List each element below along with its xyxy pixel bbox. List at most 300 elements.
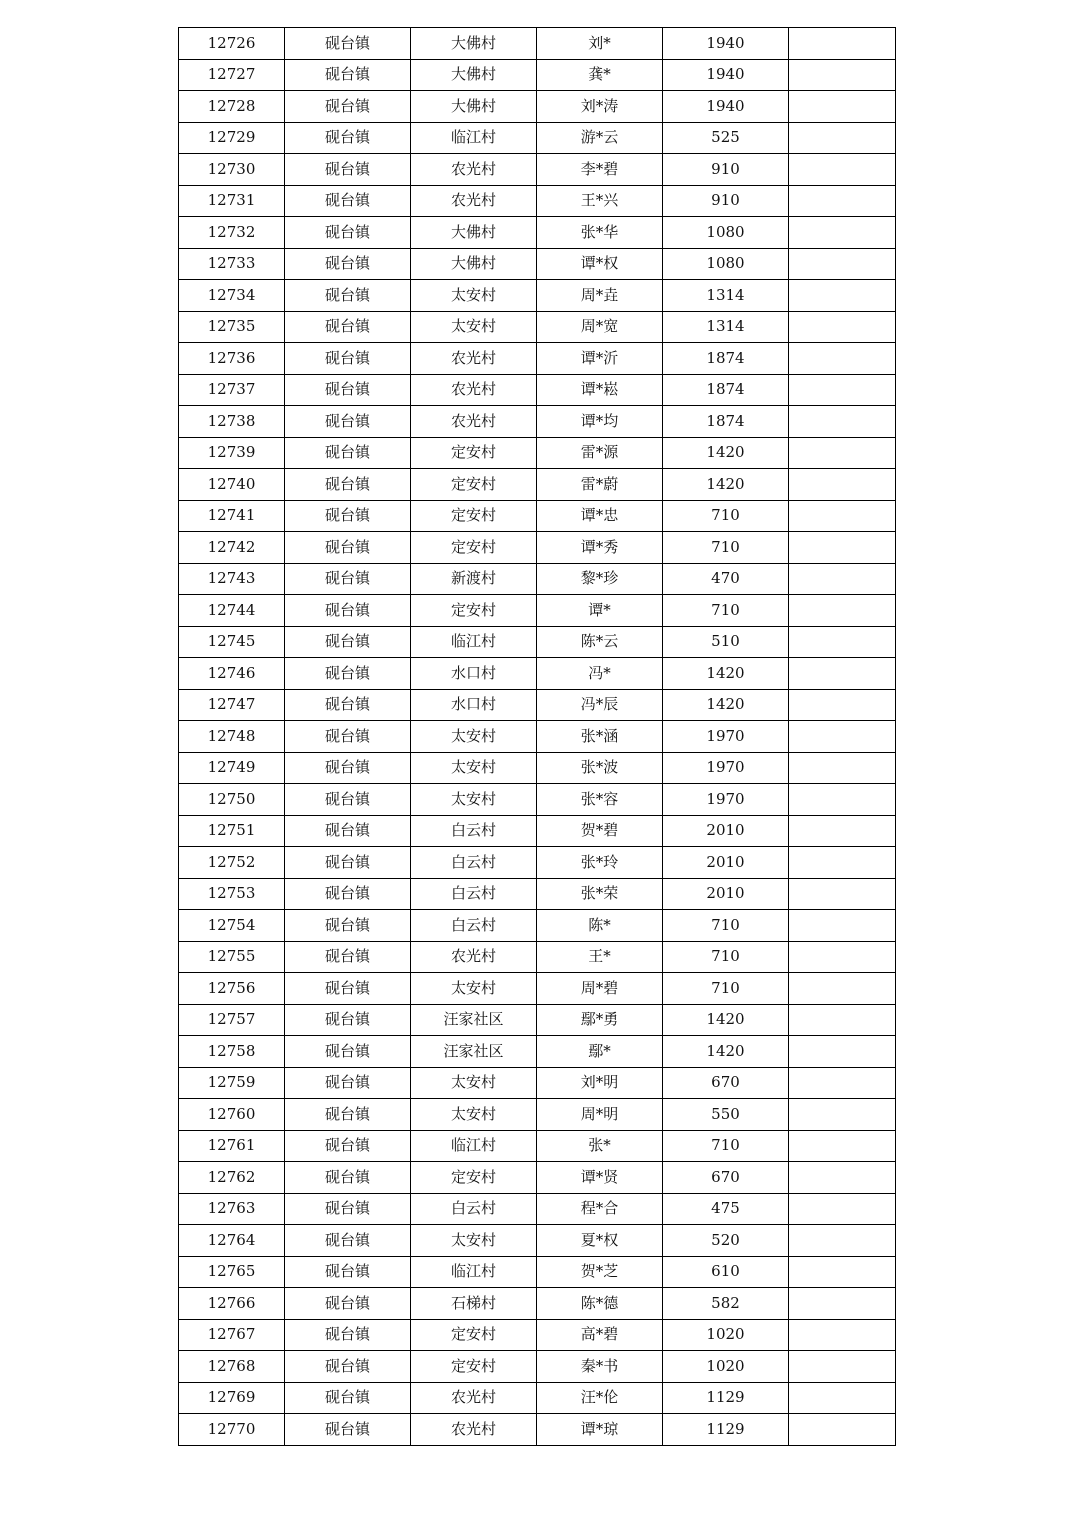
name-cell: 张* bbox=[537, 1130, 663, 1162]
note-cell bbox=[789, 1067, 896, 1099]
record-id-cell: 12747 bbox=[179, 689, 285, 721]
town-cell: 砚台镇 bbox=[285, 1351, 411, 1383]
amount-cell: 1420 bbox=[663, 1036, 789, 1068]
record-id-cell: 12770 bbox=[179, 1414, 285, 1446]
note-cell bbox=[789, 1130, 896, 1162]
amount-cell: 510 bbox=[663, 626, 789, 658]
note-cell bbox=[789, 689, 896, 721]
village-cell: 白云村 bbox=[411, 910, 537, 942]
record-id-cell: 12741 bbox=[179, 500, 285, 532]
amount-cell: 910 bbox=[663, 154, 789, 186]
amount-cell: 710 bbox=[663, 532, 789, 564]
town-cell: 砚台镇 bbox=[285, 721, 411, 753]
amount-cell: 1940 bbox=[663, 59, 789, 91]
name-cell: 谭*秀 bbox=[537, 532, 663, 564]
name-cell: 谭* bbox=[537, 595, 663, 627]
record-id-cell: 12745 bbox=[179, 626, 285, 658]
amount-cell: 710 bbox=[663, 595, 789, 627]
table-row bbox=[179, 1099, 896, 1131]
record-id-cell: 12732 bbox=[179, 217, 285, 249]
town-cell: 砚台镇 bbox=[285, 1004, 411, 1036]
name-cell: 冯* bbox=[537, 658, 663, 690]
amount-cell: 610 bbox=[663, 1256, 789, 1288]
record-id-cell: 12761 bbox=[179, 1130, 285, 1162]
record-id-cell: 12751 bbox=[179, 815, 285, 847]
table-row bbox=[179, 217, 896, 249]
records-sheet bbox=[178, 27, 895, 1446]
table-row bbox=[179, 374, 896, 406]
village-cell: 太安村 bbox=[411, 1225, 537, 1257]
note-cell bbox=[789, 1319, 896, 1351]
table-row bbox=[179, 973, 896, 1005]
note-cell bbox=[789, 122, 896, 154]
amount-cell: 2010 bbox=[663, 847, 789, 879]
note-cell bbox=[789, 1036, 896, 1068]
amount-cell: 1420 bbox=[663, 437, 789, 469]
village-cell: 白云村 bbox=[411, 815, 537, 847]
note-cell bbox=[789, 1099, 896, 1131]
name-cell: 王* bbox=[537, 941, 663, 973]
record-id-cell: 12748 bbox=[179, 721, 285, 753]
table-row bbox=[179, 532, 896, 564]
amount-cell: 1874 bbox=[663, 406, 789, 438]
village-cell: 定安村 bbox=[411, 437, 537, 469]
village-cell: 定安村 bbox=[411, 500, 537, 532]
table-row bbox=[179, 248, 896, 280]
name-cell: 谭*琼 bbox=[537, 1414, 663, 1446]
amount-cell: 710 bbox=[663, 910, 789, 942]
name-cell: 刘* bbox=[537, 28, 663, 60]
name-cell: 程*合 bbox=[537, 1193, 663, 1225]
note-cell bbox=[789, 59, 896, 91]
record-id-cell: 12749 bbox=[179, 752, 285, 784]
town-cell: 砚台镇 bbox=[285, 973, 411, 1005]
amount-cell: 475 bbox=[663, 1193, 789, 1225]
town-cell: 砚台镇 bbox=[285, 626, 411, 658]
village-cell: 太安村 bbox=[411, 1099, 537, 1131]
note-cell bbox=[789, 1193, 896, 1225]
town-cell: 砚台镇 bbox=[285, 1319, 411, 1351]
amount-cell: 710 bbox=[663, 941, 789, 973]
record-id-cell: 12758 bbox=[179, 1036, 285, 1068]
record-id-cell: 12757 bbox=[179, 1004, 285, 1036]
town-cell: 砚台镇 bbox=[285, 406, 411, 438]
table-row bbox=[179, 59, 896, 91]
town-cell: 砚台镇 bbox=[285, 500, 411, 532]
record-id-cell: 12733 bbox=[179, 248, 285, 280]
name-cell: 谭*均 bbox=[537, 406, 663, 438]
town-cell: 砚台镇 bbox=[285, 280, 411, 312]
table-row bbox=[179, 910, 896, 942]
note-cell bbox=[789, 626, 896, 658]
amount-cell: 1970 bbox=[663, 784, 789, 816]
village-cell: 临江村 bbox=[411, 1256, 537, 1288]
amount-cell: 1080 bbox=[663, 248, 789, 280]
table-row bbox=[179, 878, 896, 910]
town-cell: 砚台镇 bbox=[285, 815, 411, 847]
village-cell: 太安村 bbox=[411, 1067, 537, 1099]
town-cell: 砚台镇 bbox=[285, 784, 411, 816]
village-cell: 临江村 bbox=[411, 626, 537, 658]
town-cell: 砚台镇 bbox=[285, 59, 411, 91]
town-cell: 砚台镇 bbox=[285, 563, 411, 595]
amount-cell: 1020 bbox=[663, 1351, 789, 1383]
village-cell: 定安村 bbox=[411, 469, 537, 501]
name-cell: 谭*忠 bbox=[537, 500, 663, 532]
village-cell: 大佛村 bbox=[411, 248, 537, 280]
note-cell bbox=[789, 154, 896, 186]
town-cell: 砚台镇 bbox=[285, 343, 411, 375]
table-row bbox=[179, 154, 896, 186]
village-cell: 定安村 bbox=[411, 595, 537, 627]
note-cell bbox=[789, 815, 896, 847]
record-id-cell: 12762 bbox=[179, 1162, 285, 1194]
amount-cell: 582 bbox=[663, 1288, 789, 1320]
town-cell: 砚台镇 bbox=[285, 1036, 411, 1068]
table-row bbox=[179, 752, 896, 784]
table-row bbox=[179, 1130, 896, 1162]
record-id-cell: 12742 bbox=[179, 532, 285, 564]
note-cell bbox=[789, 248, 896, 280]
village-cell: 农光村 bbox=[411, 406, 537, 438]
amount-cell: 1874 bbox=[663, 343, 789, 375]
table-row bbox=[179, 1382, 896, 1414]
table-row bbox=[179, 1036, 896, 1068]
name-cell: 谭*崧 bbox=[537, 374, 663, 406]
village-cell: 太安村 bbox=[411, 280, 537, 312]
village-cell: 定安村 bbox=[411, 1351, 537, 1383]
table-row bbox=[179, 689, 896, 721]
table-row bbox=[179, 1225, 896, 1257]
name-cell: 张*涵 bbox=[537, 721, 663, 753]
note-cell bbox=[789, 1414, 896, 1446]
note-cell bbox=[789, 847, 896, 879]
table-row bbox=[179, 1288, 896, 1320]
amount-cell: 1970 bbox=[663, 752, 789, 784]
amount-cell: 670 bbox=[663, 1067, 789, 1099]
name-cell: 鄢*勇 bbox=[537, 1004, 663, 1036]
table-row bbox=[179, 1414, 896, 1446]
village-cell: 大佛村 bbox=[411, 91, 537, 123]
note-cell bbox=[789, 878, 896, 910]
town-cell: 砚台镇 bbox=[285, 311, 411, 343]
table-row bbox=[179, 122, 896, 154]
note-cell bbox=[789, 784, 896, 816]
table-row bbox=[179, 185, 896, 217]
record-id-cell: 12744 bbox=[179, 595, 285, 627]
table-row bbox=[179, 1351, 896, 1383]
name-cell: 张*荣 bbox=[537, 878, 663, 910]
town-cell: 砚台镇 bbox=[285, 1382, 411, 1414]
note-cell bbox=[789, 1162, 896, 1194]
village-cell: 农光村 bbox=[411, 1382, 537, 1414]
name-cell: 汪*伦 bbox=[537, 1382, 663, 1414]
record-id-cell: 12753 bbox=[179, 878, 285, 910]
name-cell: 陈*德 bbox=[537, 1288, 663, 1320]
name-cell: 张*波 bbox=[537, 752, 663, 784]
town-cell: 砚台镇 bbox=[285, 1256, 411, 1288]
record-id-cell: 12750 bbox=[179, 784, 285, 816]
name-cell: 李*碧 bbox=[537, 154, 663, 186]
town-cell: 砚台镇 bbox=[285, 1099, 411, 1131]
name-cell: 黎*珍 bbox=[537, 563, 663, 595]
record-id-cell: 12738 bbox=[179, 406, 285, 438]
amount-cell: 2010 bbox=[663, 815, 789, 847]
table-row bbox=[179, 437, 896, 469]
table-row bbox=[179, 343, 896, 375]
amount-cell: 710 bbox=[663, 500, 789, 532]
town-cell: 砚台镇 bbox=[285, 595, 411, 627]
table-row bbox=[179, 1004, 896, 1036]
amount-cell: 1420 bbox=[663, 658, 789, 690]
table-row bbox=[179, 847, 896, 879]
name-cell: 周*宽 bbox=[537, 311, 663, 343]
table-row bbox=[179, 563, 896, 595]
town-cell: 砚台镇 bbox=[285, 217, 411, 249]
name-cell: 刘*明 bbox=[537, 1067, 663, 1099]
village-cell: 水口村 bbox=[411, 658, 537, 690]
table-row bbox=[179, 469, 896, 501]
record-id-cell: 12769 bbox=[179, 1382, 285, 1414]
note-cell bbox=[789, 91, 896, 123]
village-cell: 汪家社区 bbox=[411, 1036, 537, 1068]
table-row bbox=[179, 1193, 896, 1225]
village-cell: 大佛村 bbox=[411, 217, 537, 249]
village-cell: 大佛村 bbox=[411, 28, 537, 60]
record-id-cell: 12728 bbox=[179, 91, 285, 123]
town-cell: 砚台镇 bbox=[285, 28, 411, 60]
town-cell: 砚台镇 bbox=[285, 154, 411, 186]
amount-cell: 710 bbox=[663, 1130, 789, 1162]
name-cell: 周*垚 bbox=[537, 280, 663, 312]
record-id-cell: 12764 bbox=[179, 1225, 285, 1257]
record-id-cell: 12765 bbox=[179, 1256, 285, 1288]
amount-cell: 1874 bbox=[663, 374, 789, 406]
amount-cell: 1970 bbox=[663, 721, 789, 753]
name-cell: 谭*权 bbox=[537, 248, 663, 280]
note-cell bbox=[789, 217, 896, 249]
town-cell: 砚台镇 bbox=[285, 1130, 411, 1162]
name-cell: 张*容 bbox=[537, 784, 663, 816]
village-cell: 石梯村 bbox=[411, 1288, 537, 1320]
table-row bbox=[179, 28, 896, 60]
village-cell: 白云村 bbox=[411, 878, 537, 910]
note-cell bbox=[789, 343, 896, 375]
note-cell bbox=[789, 941, 896, 973]
town-cell: 砚台镇 bbox=[285, 752, 411, 784]
village-cell: 农光村 bbox=[411, 154, 537, 186]
note-cell bbox=[789, 1351, 896, 1383]
table-row bbox=[179, 1067, 896, 1099]
table-row bbox=[179, 500, 896, 532]
name-cell: 张*华 bbox=[537, 217, 663, 249]
town-cell: 砚台镇 bbox=[285, 437, 411, 469]
record-id-cell: 12766 bbox=[179, 1288, 285, 1320]
name-cell: 谭*贤 bbox=[537, 1162, 663, 1194]
note-cell bbox=[789, 532, 896, 564]
village-cell: 定安村 bbox=[411, 532, 537, 564]
table-row bbox=[179, 91, 896, 123]
table-row bbox=[179, 1256, 896, 1288]
record-id-cell: 12755 bbox=[179, 941, 285, 973]
record-id-cell: 12740 bbox=[179, 469, 285, 501]
table-row bbox=[179, 815, 896, 847]
village-cell: 白云村 bbox=[411, 1193, 537, 1225]
note-cell bbox=[789, 1382, 896, 1414]
note-cell bbox=[789, 1288, 896, 1320]
name-cell: 陈*云 bbox=[537, 626, 663, 658]
note-cell bbox=[789, 406, 896, 438]
amount-cell: 1129 bbox=[663, 1382, 789, 1414]
village-cell: 太安村 bbox=[411, 973, 537, 1005]
note-cell bbox=[789, 973, 896, 1005]
amount-cell: 2010 bbox=[663, 878, 789, 910]
amount-cell: 1420 bbox=[663, 469, 789, 501]
record-id-cell: 12752 bbox=[179, 847, 285, 879]
name-cell: 张*玲 bbox=[537, 847, 663, 879]
note-cell bbox=[789, 1004, 896, 1036]
village-cell: 定安村 bbox=[411, 1319, 537, 1351]
note-cell bbox=[789, 28, 896, 60]
note-cell bbox=[789, 658, 896, 690]
note-cell bbox=[789, 563, 896, 595]
table-row bbox=[179, 784, 896, 816]
town-cell: 砚台镇 bbox=[285, 847, 411, 879]
record-id-cell: 12754 bbox=[179, 910, 285, 942]
record-id-cell: 12743 bbox=[179, 563, 285, 595]
table-row bbox=[179, 406, 896, 438]
amount-cell: 550 bbox=[663, 1099, 789, 1131]
name-cell: 雷*蔚 bbox=[537, 469, 663, 501]
note-cell bbox=[789, 1256, 896, 1288]
note-cell bbox=[789, 280, 896, 312]
town-cell: 砚台镇 bbox=[285, 878, 411, 910]
town-cell: 砚台镇 bbox=[285, 689, 411, 721]
amount-cell: 1080 bbox=[663, 217, 789, 249]
note-cell bbox=[789, 752, 896, 784]
table-row bbox=[179, 626, 896, 658]
amount-cell: 910 bbox=[663, 185, 789, 217]
table-row bbox=[179, 280, 896, 312]
village-cell: 新渡村 bbox=[411, 563, 537, 595]
record-id-cell: 12734 bbox=[179, 280, 285, 312]
town-cell: 砚台镇 bbox=[285, 91, 411, 123]
table-row bbox=[179, 658, 896, 690]
village-cell: 汪家社区 bbox=[411, 1004, 537, 1036]
record-id-cell: 12739 bbox=[179, 437, 285, 469]
amount-cell: 1020 bbox=[663, 1319, 789, 1351]
town-cell: 砚台镇 bbox=[285, 469, 411, 501]
note-cell bbox=[789, 910, 896, 942]
records-table-body bbox=[179, 28, 896, 1446]
town-cell: 砚台镇 bbox=[285, 1414, 411, 1446]
town-cell: 砚台镇 bbox=[285, 185, 411, 217]
amount-cell: 1129 bbox=[663, 1414, 789, 1446]
town-cell: 砚台镇 bbox=[285, 532, 411, 564]
name-cell: 高*碧 bbox=[537, 1319, 663, 1351]
name-cell: 贺*碧 bbox=[537, 815, 663, 847]
town-cell: 砚台镇 bbox=[285, 1193, 411, 1225]
note-cell bbox=[789, 311, 896, 343]
town-cell: 砚台镇 bbox=[285, 910, 411, 942]
name-cell: 冯*辰 bbox=[537, 689, 663, 721]
town-cell: 砚台镇 bbox=[285, 248, 411, 280]
amount-cell: 470 bbox=[663, 563, 789, 595]
amount-cell: 520 bbox=[663, 1225, 789, 1257]
name-cell: 雷*源 bbox=[537, 437, 663, 469]
table-row bbox=[179, 311, 896, 343]
table-row bbox=[179, 1319, 896, 1351]
town-cell: 砚台镇 bbox=[285, 122, 411, 154]
name-cell: 刘*涛 bbox=[537, 91, 663, 123]
village-cell: 临江村 bbox=[411, 122, 537, 154]
records-table bbox=[178, 27, 896, 1446]
name-cell: 贺*芝 bbox=[537, 1256, 663, 1288]
record-id-cell: 12730 bbox=[179, 154, 285, 186]
record-id-cell: 12727 bbox=[179, 59, 285, 91]
record-id-cell: 12768 bbox=[179, 1351, 285, 1383]
note-cell bbox=[789, 1225, 896, 1257]
record-id-cell: 12767 bbox=[179, 1319, 285, 1351]
note-cell bbox=[789, 721, 896, 753]
name-cell: 谭*沂 bbox=[537, 343, 663, 375]
note-cell bbox=[789, 374, 896, 406]
name-cell: 周*明 bbox=[537, 1099, 663, 1131]
record-id-cell: 12746 bbox=[179, 658, 285, 690]
village-cell: 太安村 bbox=[411, 311, 537, 343]
amount-cell: 1314 bbox=[663, 311, 789, 343]
name-cell: 陈* bbox=[537, 910, 663, 942]
town-cell: 砚台镇 bbox=[285, 941, 411, 973]
table-row bbox=[179, 1162, 896, 1194]
record-id-cell: 12760 bbox=[179, 1099, 285, 1131]
amount-cell: 710 bbox=[663, 973, 789, 1005]
name-cell: 夏*权 bbox=[537, 1225, 663, 1257]
amount-cell: 1314 bbox=[663, 280, 789, 312]
table-row bbox=[179, 595, 896, 627]
amount-cell: 670 bbox=[663, 1162, 789, 1194]
record-id-cell: 12736 bbox=[179, 343, 285, 375]
town-cell: 砚台镇 bbox=[285, 1225, 411, 1257]
town-cell: 砚台镇 bbox=[285, 1162, 411, 1194]
note-cell bbox=[789, 185, 896, 217]
note-cell bbox=[789, 469, 896, 501]
record-id-cell: 12759 bbox=[179, 1067, 285, 1099]
note-cell bbox=[789, 500, 896, 532]
record-id-cell: 12737 bbox=[179, 374, 285, 406]
table-row bbox=[179, 721, 896, 753]
name-cell: 龚* bbox=[537, 59, 663, 91]
village-cell: 定安村 bbox=[411, 1162, 537, 1194]
record-id-cell: 12756 bbox=[179, 973, 285, 1005]
village-cell: 太安村 bbox=[411, 721, 537, 753]
table-row bbox=[179, 941, 896, 973]
village-cell: 太安村 bbox=[411, 752, 537, 784]
name-cell: 王*兴 bbox=[537, 185, 663, 217]
village-cell: 农光村 bbox=[411, 941, 537, 973]
record-id-cell: 12763 bbox=[179, 1193, 285, 1225]
name-cell: 周*碧 bbox=[537, 973, 663, 1005]
note-cell bbox=[789, 595, 896, 627]
amount-cell: 1940 bbox=[663, 28, 789, 60]
note-cell bbox=[789, 437, 896, 469]
amount-cell: 525 bbox=[663, 122, 789, 154]
town-cell: 砚台镇 bbox=[285, 1067, 411, 1099]
town-cell: 砚台镇 bbox=[285, 1288, 411, 1320]
amount-cell: 1420 bbox=[663, 1004, 789, 1036]
village-cell: 水口村 bbox=[411, 689, 537, 721]
village-cell: 太安村 bbox=[411, 784, 537, 816]
